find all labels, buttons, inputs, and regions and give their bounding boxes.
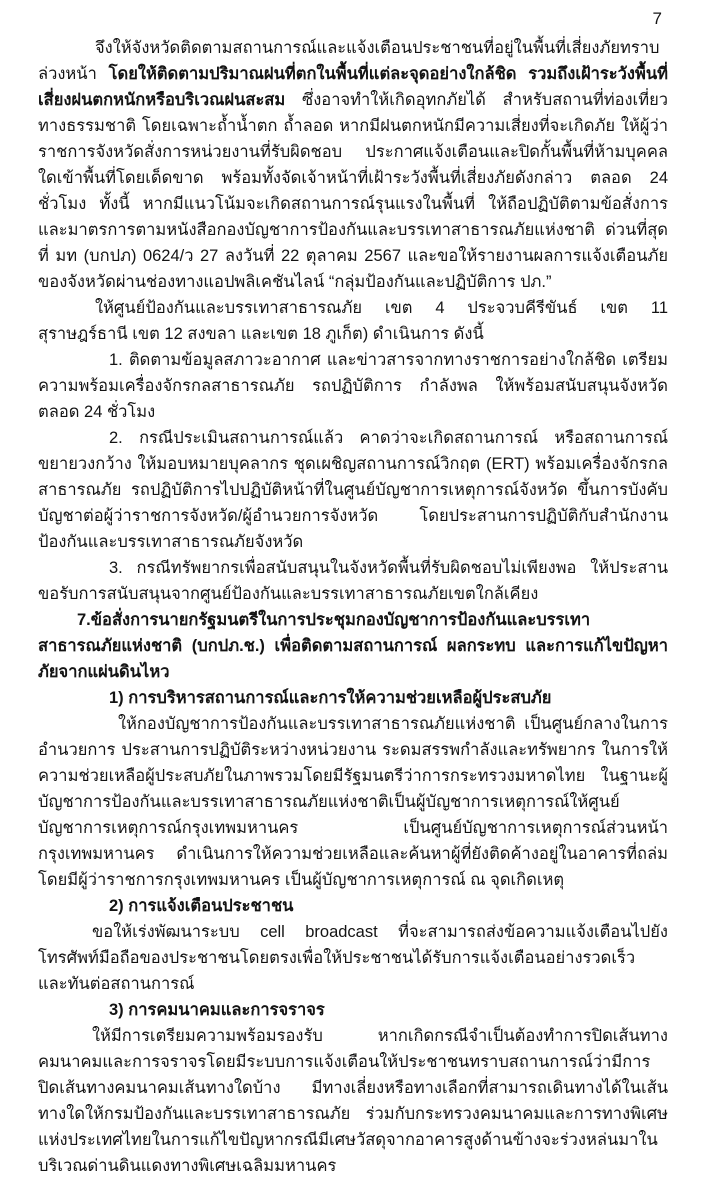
paragraph-province-monitoring <box>38 35 668 295</box>
page-number: 7 <box>652 9 662 28</box>
paragraph-dpm-regional-centers: ให้ศูนย์ป้องกันและบรรเทาสาธารณภัย เขต 4 ประจวบคีรีขันธ์ เขต 11 สุราษฎร์ธานี เขต 12 สงขลา และเขต 18 ภูเก็ต) ดำเนินการ ดังนี้ <box>38 299 668 343</box>
subsection-1-body: ให้กองบัญชาการป้องกันและบรรเทาสาธารณภัยแห่งชาติ เป็นศูนย์กลางในการอำนวยการ ประสานการปฏิบัติระหว่างหน่วยงาน ระดมสรรพกำลังและทรัพยากร ในการให้ความช่วยเหลือผู้ประสบภัยในภาพรวมโดยมีรัฐมนตรีว่าการกระทรวงมหาดไทย ในฐานะผู้บัญชาการป้องกันและบรรเทาสาธารณภัยแห่งชาติเป็นผู้บัญชาการเหตุการณ์ให้ศูนย์บัญชาการเหตุการณ์กรุงเทพมหานคร เป็นศูนย์บัญชาการเหตุการณ์ส่วนหน้ากรุงเทพมหานคร ดำเนินการให้ความช่วยเหลือและค้นหาผู้ที่ยังติดค้างอยู่ในอาคารที่ถล่ม โดยมีผู้ว่าราชการกรุงเทพมหานคร เป็นผู้บัญชาการเหตุการณ์ ณ จุดเกิดเหตุ <box>38 715 668 889</box>
subsection-3-body: ให้มีการเตรียมความพร้อมรองรับ หากเกิดกรณีจำเป็นต้องทำการปิดเส้นทางคมนาคมและการจราจรโดยมีระบบการแจ้งเตือนให้ประชาชนทราบสถานการณ์ว่ามีการปิดเส้นทางคมนาคมเส้นทางใดบ้าง มีทางเลี่ยงหรือทางเลือกที่สามารถเดินทางได้ในเส้นทางใดให้กรมป้องกันและบรรเทาสาธารณภัย ร่วมกับกระทรวงคมนาคมและการทางพิเศษแห่งประเทศไทยในการแก้ไขปัญหากรณีมีเศษวัสดุจากอาคารสูงด้านข้างจะร่วงหล่นมาในบริเวณด่านดินแดงทางพิเศษเฉลิมมหานคร <box>38 1027 668 1175</box>
list-item-3-resource-support: 3. กรณีทรัพยากรเพื่อสนับสนุนในจังหวัดพื้นที่รับผิดชอบไม่เพียงพอ ให้ประสานขอรับการสนับสนุนจากศูนย์ป้องกันและบรรเทาสาธารณภัยเขตใกล้เคียง <box>38 559 668 603</box>
subsection-3-heading: 3) การคมนาคมและการจราจร <box>109 1001 325 1019</box>
subsection-2-body: ขอให้เร่งพัฒนาระบบ cell broadcast ที่จะสามารถส่งข้อความแจ้งเตือนไปยังโทรศัพท์มือถือของประชาชนโดยตรงเพื่อให้ประชาชนได้รับการแจ้งเตือนอย่างรวดเร็ว และทันต่อสถานการณ์ <box>38 923 668 993</box>
text-run-bold-rainfall-directive: โดยให้ติดตามปริมาณฝนที่ตกในพื้นที่แต่ละจุดอย่างใกล้ชิด รวมถึงเฝ้าระวังพื้นที่เสี่ยงฝนตกหนักหรือบริเวณฝนสะสม <box>38 65 668 109</box>
list-item-1-weather-monitoring: 1. ติดตามข้อมูลสภาวะอากาศ และข่าวสารจากทางราชการอย่างใกล้ชิด เตรียมความพร้อมเครื่องจักรกลสาธารณภัย รถปฏิบัติการ กำลังพล ให้พร้อมสนับสนุนจังหวัดตลอด 24 ชั่วโมง <box>38 351 668 421</box>
section-7-heading: 7.ข้อสั่งการนายกรัฐมนตรีในการประชุมกองบัญชาการป้องกันและบรรเทาสาธารณภัยแห่งชาติ (บกปภ.ช.) เพื่อติดตามสถานการณ์ ผลกระทบ และการแก้ไขปัญหาภัยจากแผ่นดินไหว <box>38 611 668 681</box>
list-item-2-ert-deployment: 2. กรณีประเมินสถานการณ์แล้ว คาดว่าจะเกิดสถานการณ์ หรือสถานการณ์ขยายวงกว้าง ให้มอบหมายบุคลากร ชุดเผชิญสถานการณ์วิกฤต (ERT) พร้อมเครื่องจักรกลสาธารณภัย รถปฏิบัติการไปปฏิบัติหน้าที่ในศูนย์บัญชาการเหตุการณ์จังหวัด ขึ้นการบังคับบัญชาต่อผู้ว่าราชการจังหวัด/ผู้อำนวยการจังหวัด โดยประสานการปฏิบัติกับสำนักงานป้องกันและบรรเทาสาธารณภัยจังหวัด <box>38 429 668 551</box>
text-run-normal: ซึ่งอาจทำให้เกิดอุทกภัยได้ สำหรับสถานที่ท่องเที่ยวทางธรรมชาติ โดยเฉพาะถ้ำน้ำตก ถ้ำลอด หากมีฝนตกหนักมีความเสี่ยงที่จะเกิดภัย ให้ผู้ว่าราชการจังหวัดสั่งการหน่วยงานที่รับผิดชอบ ประกาศแจ้งเตือนและปิดกั้นพื้นที่ห้ามบุคคลใดเข้าพื้นที่โดยเด็ดขาด พร้อมทั้งจัดเจ้าหน้าที่เฝ้าระวังพื้นที่เสี่ยงภัยดังกล่าว ตลอด 24 ชั่วโมง ทั้งนี้ หากมีแนวโน้มจะเกิดสถานการณ์รุนแรงในพื้นที่ ให้ถือปฏิบัติตามข้อสั่งการและมาตรการตามหนังสือกองบัญชาการป้องกันและบรรเทาสาธารณภัยแห่งชาติ ด่วนที่สุด ที่ มท (บกปภ) 0624/ว 27 ลงวันที่ 22 ตุลาคม 2567 และขอให้รายงานผลการแจ้งเตือนภัยของจังหวัดผ่านช่องทางแอปพลิเคชันไลน์ “กลุ่มป้องกันและปฏิบัติการ ปภ.” <box>38 91 668 291</box>
text-run-normal: จึงให้จังหวัดติดตามสถานการณ์และแจ้งเตือนประชาชนที่อยู่ในพื้นที่เสี่ยงภัยทราบล่วงหน้า <box>38 39 660 83</box>
subsection-2-heading: 2) การแจ้งเตือนประชาชน <box>109 897 294 915</box>
subsection-1-heading: 1) การบริหารสถานการณ์และการให้ความช่วยเหลือผู้ประสบภัย <box>109 689 552 707</box>
